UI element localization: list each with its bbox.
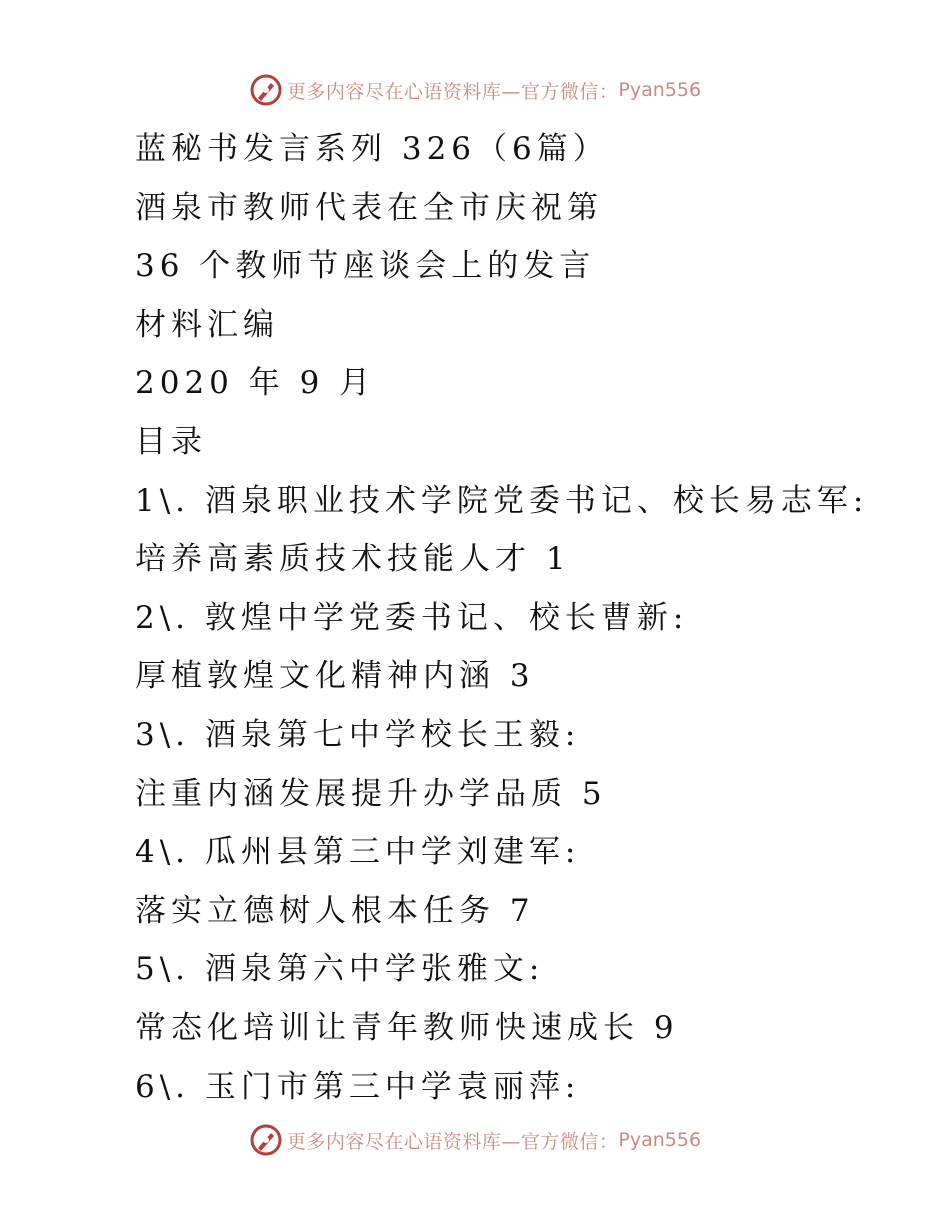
pen-logo-icon [249, 1123, 283, 1157]
toc-entry-1-author: 1\. 酒泉职业技术学院党委书记、校长易志军: [135, 482, 869, 519]
watermark-header [0, 70, 950, 110]
watermark-account: Pyan556 [618, 79, 702, 101]
toc-entry-1-title: 培养高素质技术技能人才 1 [135, 541, 571, 578]
toc-heading: 目录 [135, 423, 207, 460]
doc-title-line-4: 材料汇编 [135, 306, 279, 343]
toc-entry-5-title: 常态化培训让青年教师快速成长 9 [135, 1009, 679, 1046]
watermark-footer [0, 1120, 950, 1160]
toc-entry-4-title: 落实立德树人根本任务 7 [135, 892, 535, 929]
doc-date: 2020 年 9 月 [135, 365, 376, 402]
toc-entry-4-author: 4\. 瓜州县第三中学刘建军: [135, 834, 581, 871]
document-body [135, 120, 895, 1116]
toc-entry-2-author: 2\. 敦煌中学党委书记、校长曹新: [135, 599, 689, 636]
watermark-account: Pyan556 [618, 1129, 702, 1151]
toc-entry-3-title: 注重内涵发展提升办学品质 5 [135, 775, 607, 812]
watermark-text: 更多内容尽在心语资料库—官方微信： [286, 1130, 619, 1153]
doc-title-line-1: 蓝秘书发言系列 326（6篇） [135, 131, 609, 167]
toc-entry-6-author: 6\. 玉门市第三中学袁丽萍: [135, 1068, 581, 1105]
doc-title-line-3: 36 个教师节座谈会上的发言 [135, 248, 596, 285]
toc-entry-3-author: 3\. 酒泉第七中学校长王毅: [135, 716, 581, 753]
doc-title-line-2: 酒泉市教师代表在全市庆祝第 [135, 189, 603, 226]
watermark-text: 更多内容尽在心语资料库—官方微信： [286, 80, 619, 103]
toc-entry-2-title: 厚植敦煌文化精神内涵 3 [135, 658, 535, 695]
toc-entry-5-author: 5\. 酒泉第六中学张雅文: [135, 951, 545, 988]
pen-logo-icon [249, 73, 283, 107]
